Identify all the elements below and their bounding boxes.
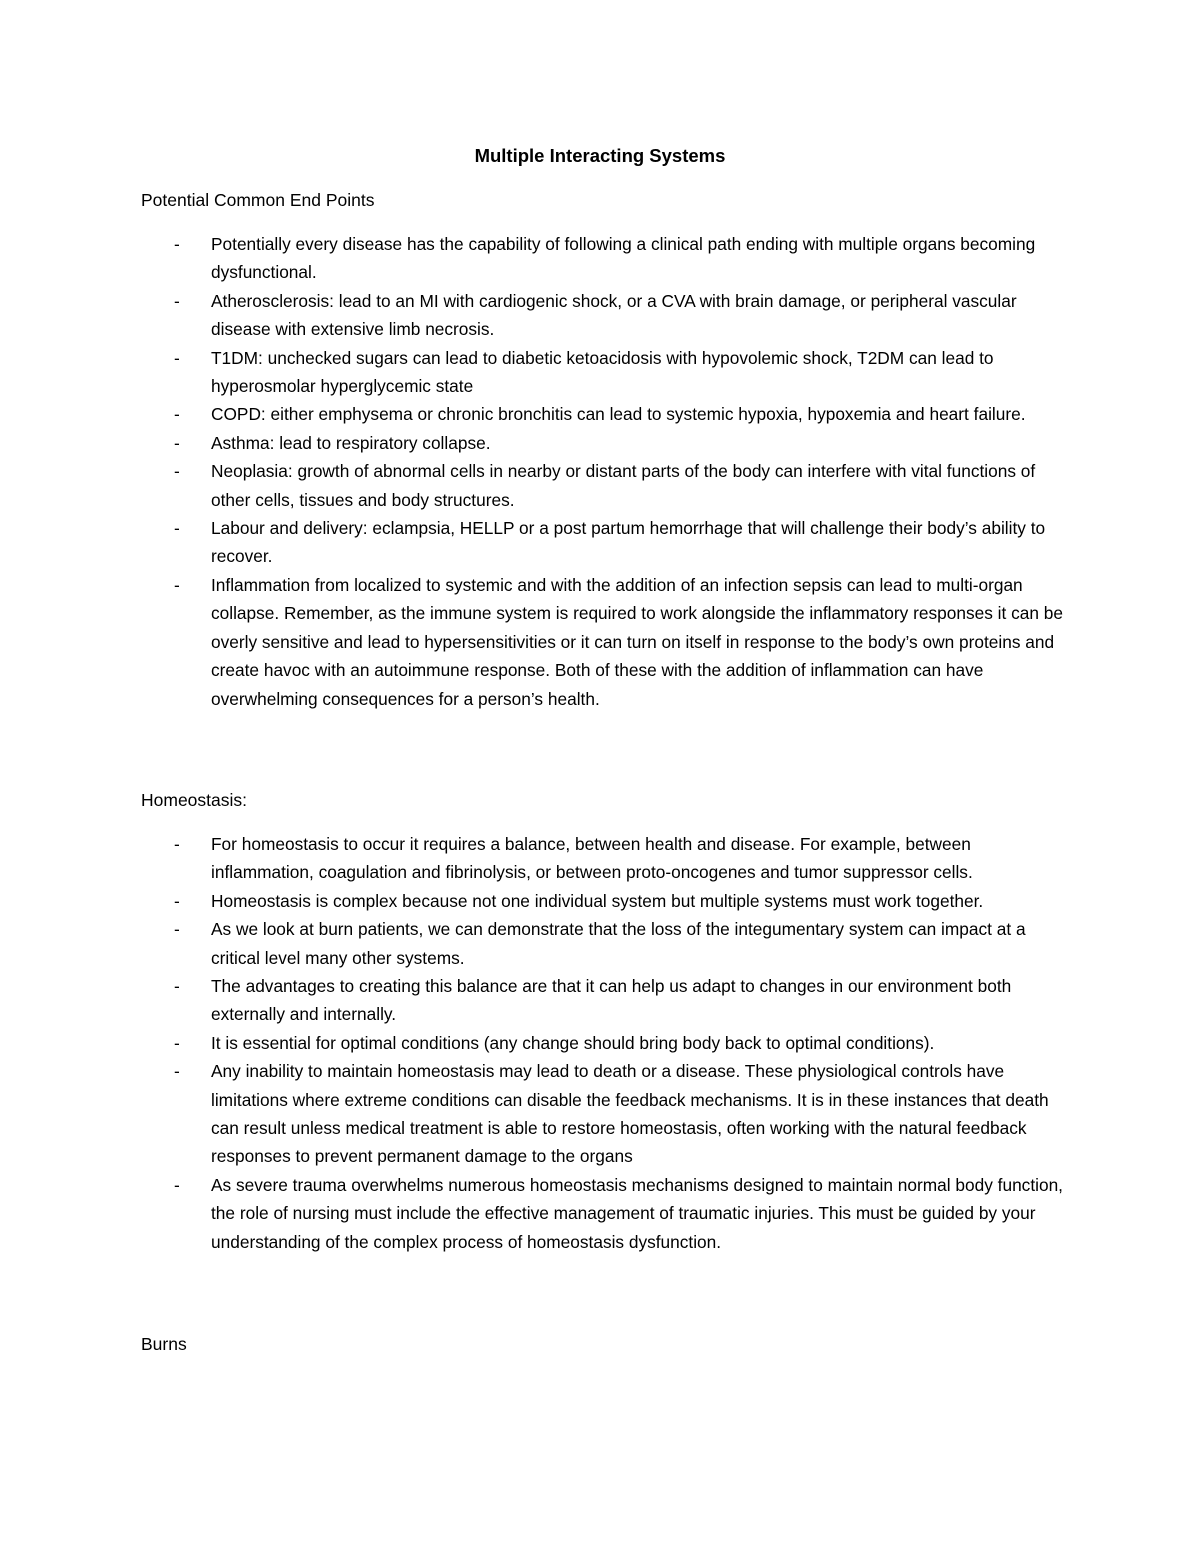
bullet-dash: - [174,1032,180,1053]
list-item-text: COPD: either emphysema or chronic bronchitis can lead to systemic hypoxia, hypoxemia and heart failure. [211,404,1026,425]
homeostasis-list [0,830,1200,1256]
list-item-text: As we look at burn patients, we can demonstrate that the loss of the integumentary system can impact at a critical level many other systems. [211,919,1026,968]
bullet-dash: - [174,976,180,997]
bullet-dash: - [174,404,180,425]
bullet-dash: - [174,432,180,453]
list-item [0,457,1200,514]
list-item-text: T1DM: unchecked sugars can lead to diabetic ketoacidosis with hypovolemic shock, T2DM can lead to hyperosmolar hyperglycemic state [211,347,994,397]
bullet-dash: - [174,919,180,940]
bullet-dash: - [174,1061,180,1082]
list-item-text: Homeostasis is complex because not one individual system but multiple systems must work together. [211,890,984,911]
list-item [0,400,1200,428]
list-item [0,887,1200,915]
section-heading-homeostasis: Homeostasis: [141,790,248,810]
list-item [0,972,1200,1029]
list-item-text: Any inability to maintain homeostasis may lead to death or a disease. These physiological controls have limitations where extreme conditions can disable the feedback mechanisms. It is in these instances that death can result unless medical treatment is able to restore homeostasis, often working with the natural feedback responses to prevent permanent damage to the organs [211,1061,1049,1167]
bullet-dash: - [174,1174,180,1195]
bullet-dash: - [174,834,180,854]
list-item [0,1171,1200,1256]
list-item-text: For homeostasis to occur it requires a balance, between health and disease. For example, between inflammation, coagulation and fibrinolysis, or between proto-oncogenes and tumor suppressor cells. [211,834,973,883]
list-item [0,915,1200,972]
document-title: Multiple Interacting Systems [474,145,726,166]
list-item-text: Asthma: lead to respiratory collapse. [211,432,491,453]
bullet-dash: - [174,290,180,311]
section-heading-burns: Burns [141,1334,187,1354]
list-item [0,230,1200,287]
list-item [0,514,1200,571]
list-item-text: Neoplasia: growth of abnormal cells in nearby or distant parts of the body can interfere with vital functions of other cells, tissues and body structures. [211,461,1036,510]
list-item-text: The advantages to creating this balance are that it can help us adapt to changes in our environment both externally and internally. [211,976,1012,1025]
bullet-dash: - [174,234,180,254]
list-item-text: Potentially every disease has the capability of following a clinical path ending with multiple organs becoming dysfunctional. [211,234,1036,283]
list-item-text: Labour and delivery: eclampsia, HELLP or a post partum hemorrhage that will challenge their body’s ability to recover. [211,518,1046,567]
bullet-dash: - [174,574,180,595]
bullet-dash: - [174,347,180,368]
list-item-text: It is essential for optimal conditions (any change should bring body back to optimal conditions). [211,1032,935,1053]
list-item [0,830,1200,887]
list-item [0,429,1200,457]
list-item [0,1057,1200,1171]
list-item [0,344,1200,401]
bullet-dash: - [174,518,180,539]
section-heading-end-points: Potential Common End Points [141,190,375,210]
bullet-dash: - [174,461,180,482]
list-item-text: As severe trauma overwhelms numerous homeostasis mechanisms designed to maintain normal body function, the role of nursing must include the effective management of traumatic injuries. This must be guided by your understanding of the complex process of homeostasis dysfunction. [211,1174,1063,1252]
list-item [0,571,1200,713]
list-item-text: Atherosclerosis: lead to an MI with cardiogenic shock, or a CVA with brain damage, or peripheral vascular disease with extensive limb necrosis. [211,290,1017,340]
end-points-list [0,230,1200,713]
list-item [0,287,1200,344]
list-item [0,1029,1200,1057]
bullet-dash: - [174,890,180,911]
list-item-text: Inflammation from localized to systemic and with the addition of an infection sepsis can lead to multi-organ collapse. Remember, as the immune system is required to work alongside the inflammatory responses it can be overly sensitive and lead to hypersensitivities or it can turn on itself in response to the body’s own proteins and create havoc with an autoimmune response. Both of these with the addition of inflammation can have overwhelming consequences for a person’s health. [211,574,1063,709]
